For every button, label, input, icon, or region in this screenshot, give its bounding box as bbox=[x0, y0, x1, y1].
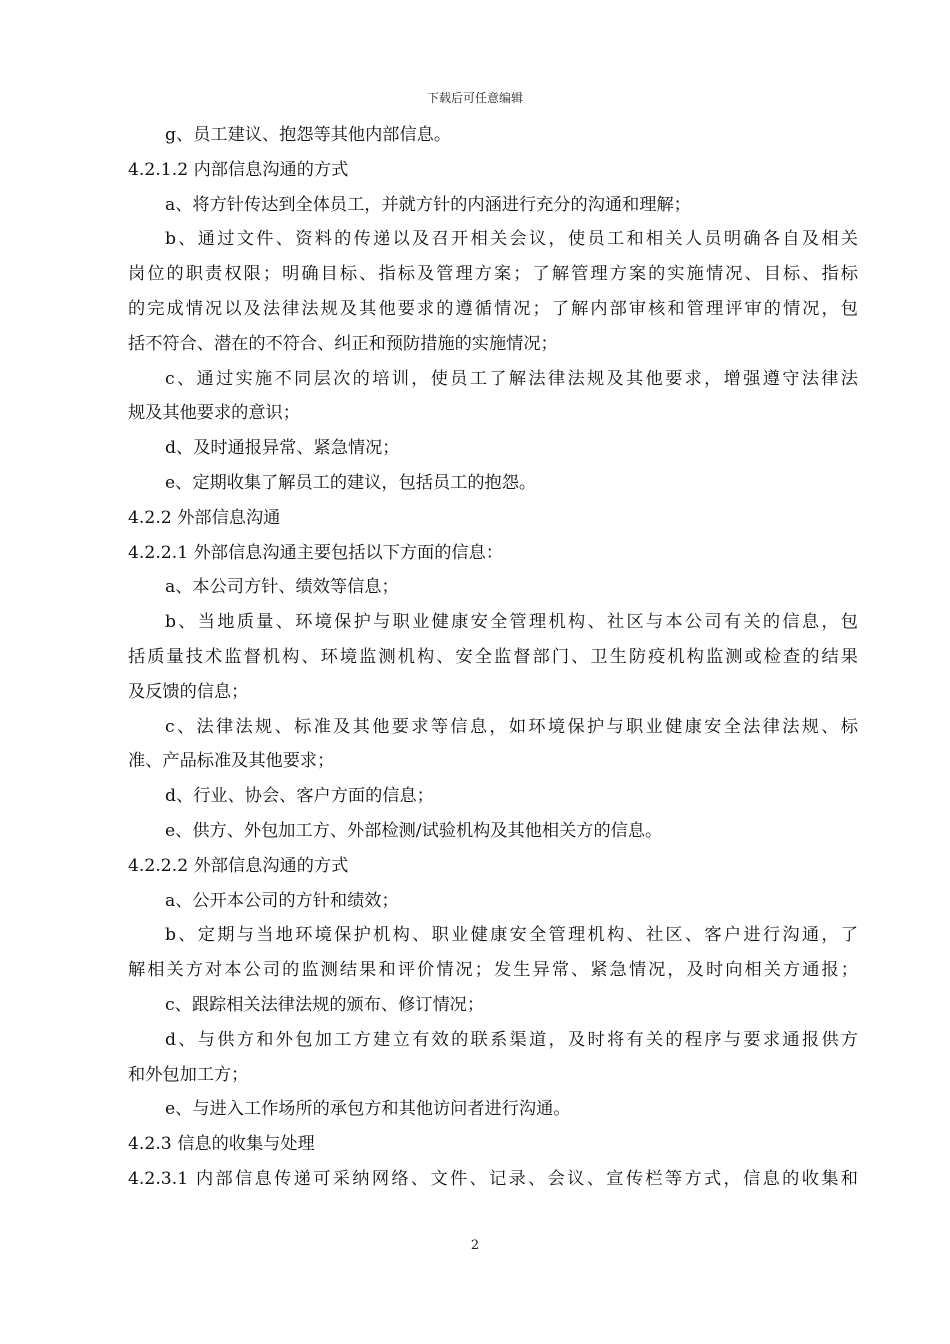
list-item-d: d、行业、协会、客户方面的信息； bbox=[165, 786, 434, 807]
page-number: 2 bbox=[470, 1238, 480, 1253]
list-item-b: b、定期与当地环境保护机构、职业健康安全管理机构、社区、客户进行沟通，了 bbox=[165, 925, 858, 946]
list-item-b-continued: 及反馈的信息； bbox=[128, 681, 249, 702]
list-item-c: c、跟踪相关法律法规的颁布、修订情况； bbox=[165, 994, 485, 1015]
list-item-a: a、本公司方针、绩效等信息； bbox=[165, 577, 399, 598]
list-item-d: d、及时通报异常、紧急情况； bbox=[165, 438, 400, 459]
section-heading-4-2-1-2: 4.2.1.2 内部信息沟通的方式 bbox=[128, 159, 349, 180]
list-item-d: d、与供方和外包加工方建立有效的联系渠道，及时将有关的程序与要求通报供方 bbox=[165, 1029, 858, 1050]
list-item-e: e、定期收集了解员工的建议，包括员工的抱怨。 bbox=[165, 472, 537, 493]
list-item-b-continued: 括不符合、潜在的不符合、纠正和预防措施的实施情况； bbox=[128, 333, 558, 354]
list-item-b-continued: 解相关方对本公司的监测结果和评价情况；发生异常、紧急情况，及时向相关方通报； bbox=[128, 960, 858, 981]
list-item-b-continued: 括质量技术监督机构、环境监测机构、安全监督部门、卫生防疫机构监测或检查的结果 bbox=[128, 646, 858, 667]
page-header: 下载后可任意编辑 bbox=[426, 91, 523, 105]
section-heading-4-2-2-1: 4.2.2.1 外部信息沟通主要包括以下方面的信息： bbox=[128, 542, 503, 563]
list-item-a: a、将方针传达到全体员工，并就方针的内涵进行充分的沟通和理解； bbox=[165, 194, 691, 215]
document-body bbox=[128, 118, 858, 1197]
list-item-e: e、供方、外包加工方、外部检测/试验机构及其他相关方的信息。 bbox=[165, 820, 663, 841]
list-item-b: b、通过文件、资料的传递以及召开相关会议，使员工和相关人员明确各自及相关 bbox=[165, 229, 858, 250]
list-item-b: b、当地质量、环境保护与职业健康安全管理机构、社区与本公司有关的信息，包 bbox=[165, 612, 858, 633]
list-item-d-continued: 和外包加工方； bbox=[128, 1064, 249, 1085]
section-heading-4-2-2: 4.2.2 外部信息沟通 bbox=[128, 507, 281, 528]
list-item-e: e、与进入工作场所的承包方和其他访问者进行沟通。 bbox=[165, 1099, 571, 1120]
section-heading-4-2-3: 4.2.3 信息的收集与处理 bbox=[128, 1134, 315, 1155]
list-item-c-continued: 准、产品标准及其他要求； bbox=[128, 751, 335, 772]
list-item-b-continued: 的完成情况以及法律法规及其他要求的遵循情况；了解内部审核和管理评审的情况，包 bbox=[128, 298, 858, 319]
list-item-g: g、员工建议、抱怨等其他内部信息。 bbox=[165, 125, 452, 145]
list-item-a: a、公开本公司的方针和绩效； bbox=[165, 890, 399, 911]
section-heading-4-2-2-2: 4.2.2.2 外部信息沟通的方式 bbox=[128, 855, 349, 876]
list-item-c: c、法律法规、标准及其他要求等信息，如环境保护与职业健康安全法律法规、标 bbox=[165, 716, 858, 737]
list-item-c-continued: 规及其他要求的意识； bbox=[128, 403, 300, 424]
section-heading-4-2-3-1: 4.2.3.1 内部信息传递可采纳网络、文件、记录、会议、宣传栏等方式，信息的收集和 bbox=[128, 1168, 858, 1189]
list-item-b-continued: 岗位的职责权限；明确目标、指标及管理方案；了解管理方案的实施情况、目标、指标 bbox=[128, 264, 858, 285]
list-item-c: c、通过实施不同层次的培训，使员工了解法律法规及其他要求，增强遵守法律法 bbox=[165, 368, 858, 389]
